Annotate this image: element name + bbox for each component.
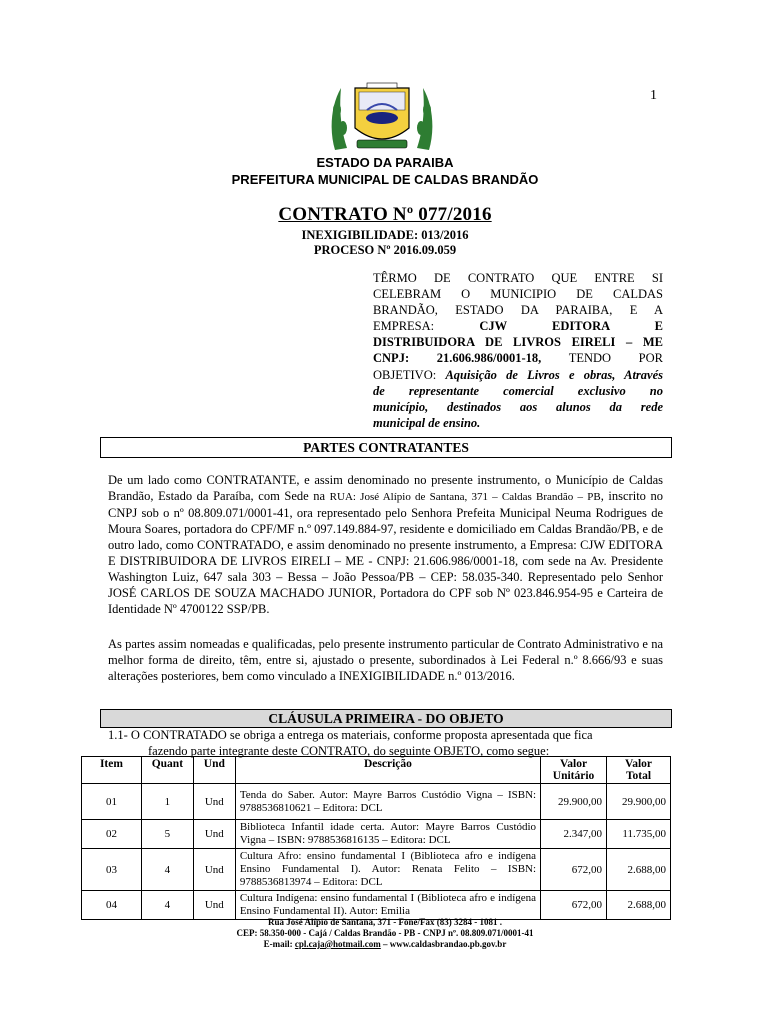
preamble-line: [373, 383, 663, 399]
cell-und: Und: [193, 820, 235, 849]
footer-site: – www.caldasbrandao.pb.gov.br: [380, 939, 507, 949]
preamble-company: CJW EDITORA E: [479, 319, 663, 334]
processo: PROCESO Nº 2016.09.059: [313, 243, 457, 257]
cell-item: 02: [82, 820, 142, 849]
items-table: [81, 756, 671, 920]
table-header-row: [82, 757, 671, 784]
cell-quant: 1: [141, 784, 193, 820]
parties-text: De um lado como CONTRATANTE, e assim denominado no presente instrumento, o Município de Caldas Brandão, Estado da Paraíba, com Sede na: [108, 473, 663, 503]
cell-und: Und: [193, 891, 235, 920]
inexigibilidade: INEXIGIBILIDADE: 013/2016: [301, 228, 469, 242]
cell-description: Biblioteca Infantil idade certa. Autor: Mayre Barros Custódio Vigna – ISBN: 9788536816135 – Editora: DCL: [235, 820, 540, 849]
cell-item: 03: [82, 849, 142, 891]
footer-cep: CEP: 58.350-000 - Cajá / Caldas Brandão - PB - CNPJ nº. 08.809.071/0001-41: [236, 928, 534, 938]
cell-unit-value: 2.347,00: [541, 820, 607, 849]
header-text: Valor: [624, 758, 653, 770]
cell-quant: 4: [141, 849, 193, 891]
state-name: ESTADO DA PARAIBA: [316, 155, 454, 170]
cell-description: Cultura Afro: ensino fundamental I (Biblioteca afro e indígena Ensino Fundamental I). Autor: Renata Felito – ISBN: 9788536813974 – Editora: DCL: [235, 849, 540, 891]
footer-email-link[interactable]: cpl.caja@hotmail.com: [294, 939, 381, 949]
municipal-crest-logo: [327, 80, 437, 156]
footer-contact: [0, 939, 770, 950]
preamble-line: [373, 334, 663, 350]
footer-address: Rua José Alípio de Santana, 371 - Fone/Fax (83) 3284 - 1081 .: [267, 917, 502, 927]
preamble-objective: Aquisição de Livros e obras, Através: [445, 367, 664, 382]
contract-title: CONTRATO Nº 077/2016: [278, 204, 492, 225]
header-text: Valor: [560, 758, 588, 770]
table-row: [82, 849, 671, 891]
preamble-objective: de representante comercial exclusivo no: [373, 383, 663, 398]
agreement-paragraph: As partes assim nomeadas e qualificadas, pelo presente instrumento particular de Contrato Administrativo e na melhor forma de direito, têm, entre si, ajustado o presente, subordinados à Lei Federal n.º 8.666/93 e suas alterações posteriores, bem como vinculado a INEXIGIBILIDADE n.º 013/2016.: [108, 637, 663, 683]
cell-quant: 5: [141, 820, 193, 849]
preamble-cnpj: CNPJ: 21.606.986/0001-18,: [373, 351, 542, 366]
preamble-company: DISTRIBUIDORA DE LIVROS EIRELI – ME: [373, 335, 663, 350]
contract-preamble: [373, 270, 663, 431]
clause-line: 1.1- O CONTRATADO se obriga a entrega os materiais, conforme proposta apresentada que fica: [108, 728, 593, 742]
cell-unit-value: 672,00: [541, 849, 607, 891]
clause-line: fazendo parte integrante deste CONTRATO, do seguinte OBJETO, como segue:: [148, 744, 550, 758]
header-item: Item: [82, 757, 142, 784]
preamble-objective: municipal de ensino.: [373, 415, 481, 430]
table-row: [82, 784, 671, 820]
cell-unit-value: 672,00: [541, 891, 607, 920]
parties-paragraph: [108, 472, 663, 617]
clause-one-text: [108, 727, 663, 759]
table-row: [82, 820, 671, 849]
footer-email-label: E-mail:: [263, 939, 295, 949]
header-text: Total: [625, 770, 652, 782]
prefecture-name: PREFEITURA MUNICIPAL DE CALDAS BRANDÃO: [231, 172, 539, 187]
preamble-text: OBJETIVO:: [373, 367, 437, 382]
header-unit-value: [541, 757, 607, 784]
cell-total-value: 11.735,00: [607, 820, 671, 849]
preamble-line: [373, 318, 663, 334]
preamble-text: TENDO POR: [568, 351, 663, 366]
cell-und: Und: [193, 784, 235, 820]
cell-item: 04: [82, 891, 142, 920]
cell-item: 01: [82, 784, 142, 820]
cell-description: Cultura Indígena: ensino fundamental I (Biblioteca afro e indígena Ensino Fundamental II). Autor: Emilia: [235, 891, 540, 920]
preamble-line: BRANDÃO, ESTADO DA PARAIBA, E A: [373, 303, 663, 318]
preamble-line: CELEBRAM O MUNICIPIO DE CALDAS: [373, 287, 663, 302]
preamble-text: EMPRESA:: [373, 319, 435, 334]
preamble-objective: município, destinados aos alunos da rede: [373, 399, 663, 414]
preamble-line: TÊRMO DE CONTRATO QUE ENTRE SI: [373, 271, 663, 285]
cell-total-value: 29.900,00: [607, 784, 671, 820]
header-total-value: [607, 757, 671, 784]
preamble-line: [373, 350, 663, 366]
preamble-line: [373, 399, 663, 415]
cell-description: Tenda do Saber. Autor: Mayre Barros Custódio Vigna – ISBN: 9788536810621 – Editora: DCL: [235, 784, 540, 820]
header-text: Unitário: [552, 770, 595, 782]
parties-text: , inscrito no CNPJ sob o nº 08.809.071/0001-41, ora representado pelo Senhora Prefeita Municipal Neuma Rodrigues de Moura Soares, portadora do CPF/MF n.º 097.149.884-97, residente e domiciliado em Caldas Brandão/PB, e de outro lado, como CONTRATADO, e assim denominado no presente instrumento, a Empresa: CJW EDITORA E DISTRIBUIDORA DE LIVROS EIRELI – ME - CNPJ: 21.606.986/0001-18, com sede na Av. Presidente Washington Luiz, 647 sala 303 – Bessa – João Pessoa/PB – CEP: 58.035-340. Representado pelo Senhor JOSÉ CARLOS DE SOUZA MACHADO JUNIOR, Portadora do CPF sob Nº 023.846.954-95 e Carteira de Identidade Nº 4700122 SSP/PB.: [108, 489, 664, 616]
cell-quant: 4: [141, 891, 193, 920]
section-heading-parties: PARTES CONTRATANTES: [100, 437, 672, 458]
preamble-line: [373, 415, 663, 431]
table-row: [82, 891, 671, 920]
page-number: 1: [650, 88, 657, 103]
section-heading-clause-one: CLÁUSULA PRIMEIRA - DO OBJETO: [100, 709, 672, 728]
parties-address: RUA: José Alípio de Santana, 371 – Caldas Brandão – PB: [329, 491, 601, 503]
cell-unit-value: 29.900,00: [541, 784, 607, 820]
cell-total-value: 2.688,00: [607, 891, 671, 920]
cell-total-value: 2.688,00: [607, 849, 671, 891]
cell-und: Und: [193, 849, 235, 891]
header-description: Descrição: [235, 757, 540, 784]
header-und: Und: [193, 757, 235, 784]
preamble-line: [373, 367, 663, 383]
header-quant: Quant: [141, 757, 193, 784]
